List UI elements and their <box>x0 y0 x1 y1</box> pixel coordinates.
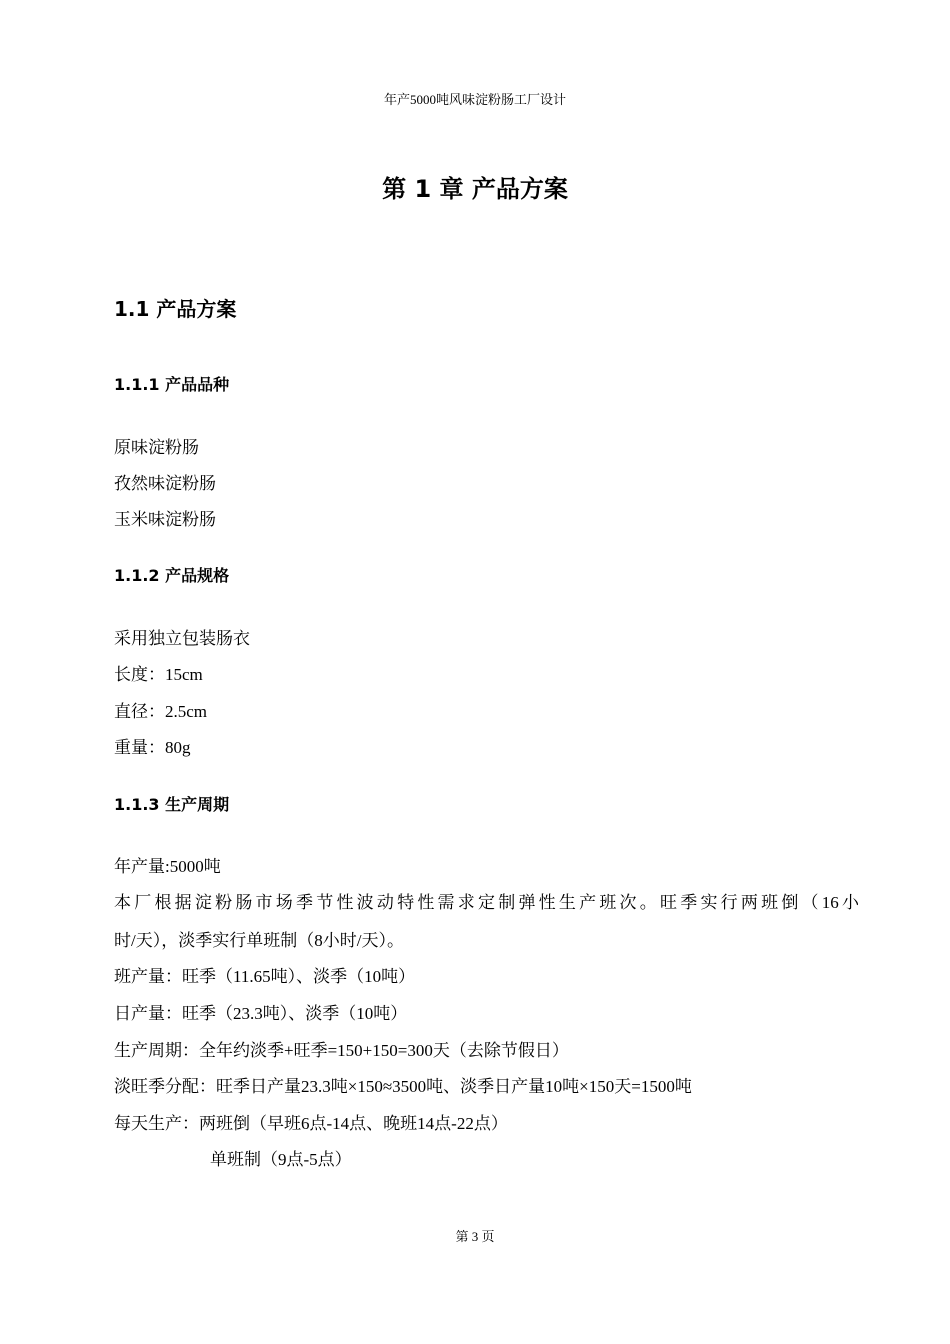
daily-shift-line-1: 每天生产：两班倒（早班6点-14点、晚班14点-22点） <box>114 1114 508 1133</box>
shift-policy-line-2: 时/天），淡季实行单班制（8小时/天）。 <box>114 931 404 950</box>
production-cycle-line: 生产周期：全年约淡季+旺季=150+150=300天（去除节假日） <box>114 1041 569 1060</box>
subsection-heading-1-1-1: 1.1.1 产品品种 <box>114 375 230 394</box>
product-variety-item: 孜然味淀粉肠 <box>114 474 216 493</box>
daily-output-line: 日产量：旺季（23.3吨）、淡季（10吨） <box>114 1004 408 1023</box>
page-number: 第 3 页 <box>455 1229 495 1244</box>
subsection-heading-1-1-2: 1.1.2 产品规格 <box>114 566 230 585</box>
chapter-title: 第 1 章 产品方案 <box>382 175 568 203</box>
subsection-heading-1-1-3: 1.1.3 生产周期 <box>114 795 230 814</box>
spec-item: 采用独立包装肠衣 <box>114 629 250 648</box>
shift-policy-line-1: 本厂根据淀粉肠市场季节性波动特性需求定制弹性生产班次。旺季实行两班倒（16小 <box>114 893 859 912</box>
spec-item: 直径：2.5cm <box>114 702 208 721</box>
season-allocation-line: 淡旺季分配：旺季日产量23.3吨×150≈3500吨、淡季日产量10吨×150天=1500吨 <box>114 1077 692 1096</box>
page-header: 年产5000吨风味淀粉肠工厂设计 <box>383 92 566 107</box>
shift-output-line: 班产量：旺季（11.65吨）、淡季（10吨） <box>114 967 416 986</box>
spec-item: 长度：15cm <box>114 665 203 684</box>
product-variety-item: 玉米味淀粉肠 <box>114 510 216 529</box>
section-heading-1-1: 1.1 产品方案 <box>114 297 237 321</box>
spec-item: 重量：80g <box>114 738 191 757</box>
annual-output-line: 年产量:5000吨 <box>114 857 221 876</box>
product-variety-item: 原味淀粉肠 <box>114 438 199 457</box>
daily-shift-line-2: 单班制（9点-5点） <box>210 1150 352 1169</box>
